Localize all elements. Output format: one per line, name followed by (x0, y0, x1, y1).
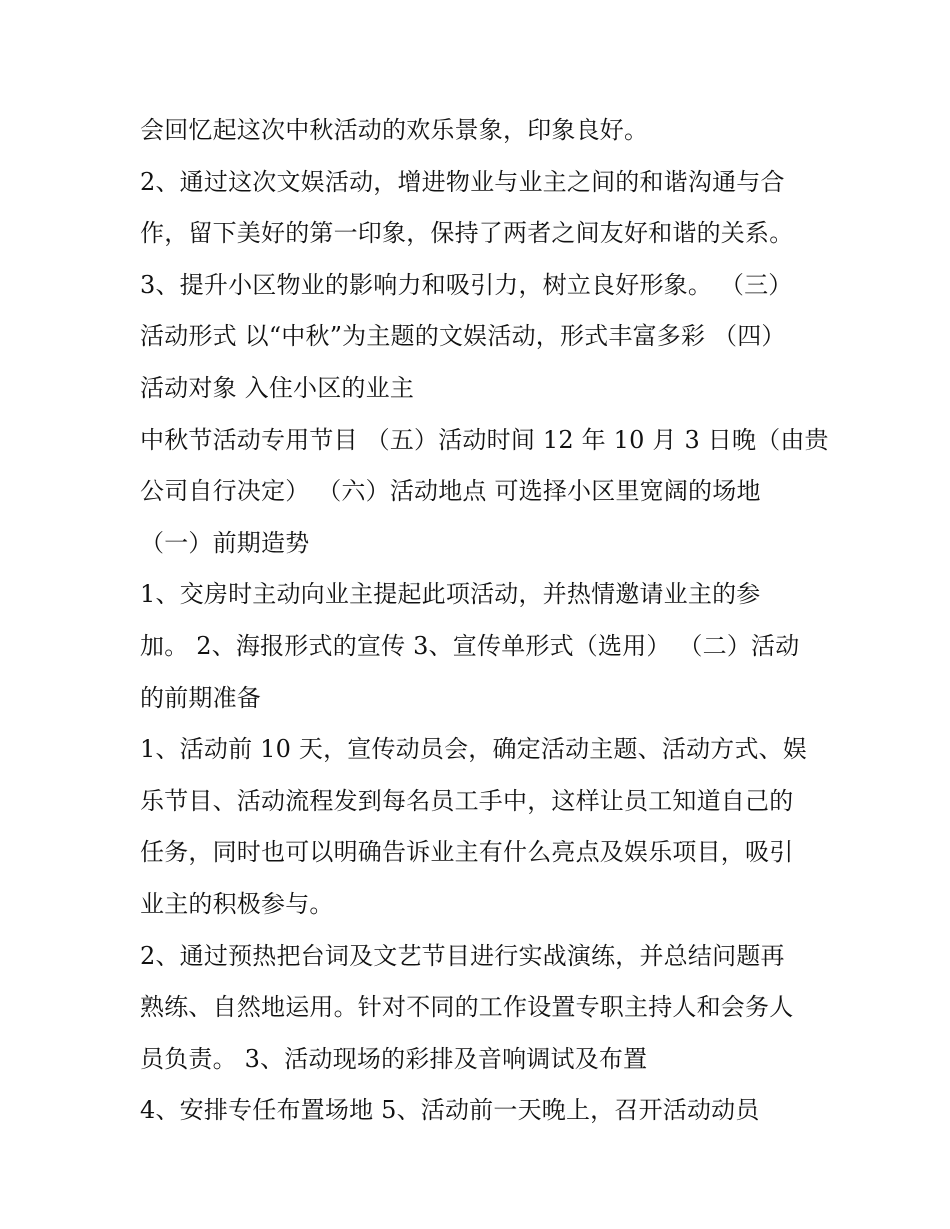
text-line: 员负责。 3、活动现场的彩排及音响调试及布置 (140, 1044, 648, 1073)
text-line: 3、提升小区物业的影响力和吸引力，树立良好形象。 （三） (140, 270, 793, 299)
text-line: 公司自行决定） （六）活动地点 可选择小区里宽阔的场地 (140, 477, 761, 506)
text-line: 中秋节活动专用节目 （五）活动时间 12 年 10 月 3 日晚（由贵 (140, 425, 829, 454)
text-line: 业主的积极参与。 (140, 889, 334, 918)
text-line: 作，留下美好的第一印象，保持了两者之间友好和谐的关系。 (140, 219, 794, 248)
text-line: 1、活动前 10 天，宣传动员会，确定活动主题、活动方式、娱 (140, 735, 808, 764)
text-line: 1、交房时主动向业主提起此项活动，并热情邀请业主的参 (140, 580, 761, 609)
text-line: 活动形式 以“中秋”为主题的文娱活动，形式丰富多彩 （四） (140, 322, 786, 351)
text-line: 会回忆起这次中秋活动的欢乐景象，印象良好。 (140, 116, 649, 144)
text-line: 任务，同时也可以明确告诉业主有什么亮点及娱乐项目，吸引 (140, 838, 794, 867)
text-line: 熟练、自然地运用。针对不同的工作设置专职主持人和会务人 (140, 993, 794, 1022)
text-line: 活动对象 入住小区的业主 (140, 373, 415, 402)
section-heading: （一）前期造势 (140, 528, 310, 557)
text-line: 的前期准备 (140, 683, 261, 712)
text-line: 加。 2、海报形式的宣传 3、宣传单形式（选用） （二）活动 (140, 631, 800, 660)
text-line: 4、安排专任布置场地 5、活动前一天晚上，召开活动动员 (140, 1096, 760, 1125)
document-body (140, 108, 840, 1140)
text-line: 乐节目、活动流程发到每名员工手中，这样让员工知道自己的 (140, 786, 794, 815)
text-line: 2、通过这次文娱活动，增进物业与业主之间的和谐沟通与合 (140, 167, 785, 196)
text-line: 2、通过预热把台词及文艺节目进行实战演练，并总结问题再 (140, 941, 785, 970)
